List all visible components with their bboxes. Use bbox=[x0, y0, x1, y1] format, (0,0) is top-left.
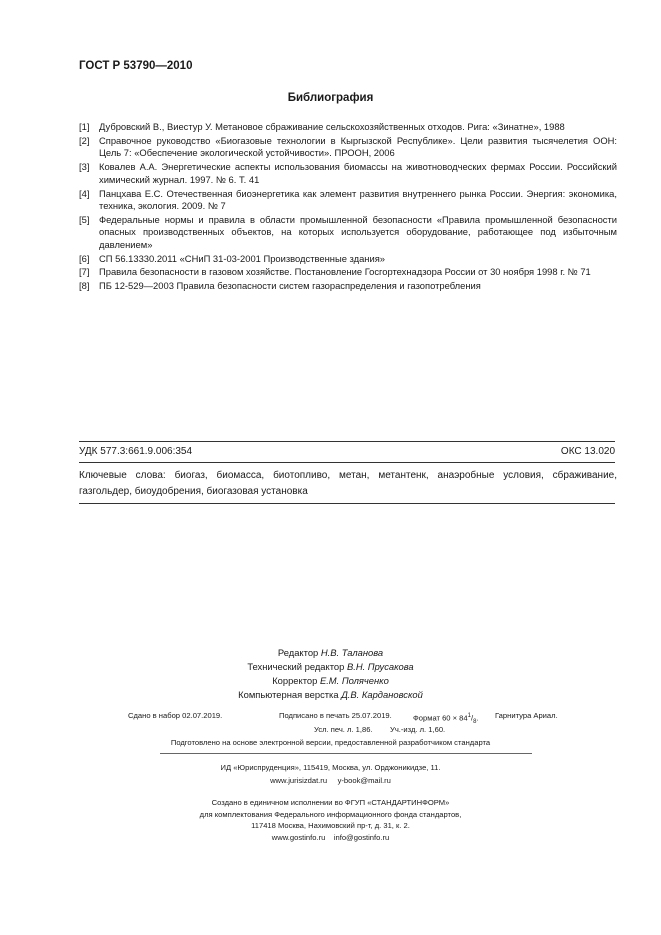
bibliography-item bbox=[79, 214, 617, 251]
keywords-divider bbox=[79, 503, 615, 504]
staff-name: В.Н. Прусакова bbox=[346, 661, 414, 672]
reference-text: Ковалев А.А. Энергетические аспекты использования биомассы на животноводческих фермах России. Российский химический журнал. 1997. № 6. Т. 41 bbox=[99, 161, 617, 185]
staff-role: Редактор bbox=[277, 647, 319, 658]
bibliography-list bbox=[79, 121, 617, 294]
layout-line bbox=[0, 688, 661, 702]
reference-number: [2] bbox=[79, 134, 90, 146]
prepared-note: Подготовлено на основе электронной версии, предоставленной разработчиком стандарта bbox=[170, 738, 491, 747]
publisher-site[interactable]: www.jurisizdat.ru bbox=[270, 775, 328, 785]
udc-code: УДК 577.3:661.9.006:354 bbox=[79, 446, 193, 457]
oks-code: ОКС 13.020 bbox=[560, 446, 615, 457]
standartinform-site[interactable]: www.gostinfo.ru bbox=[271, 832, 326, 842]
document-header: ГОСТ Р 53790—2010 bbox=[79, 60, 193, 72]
created-line: Создано в единичном исполнении во ФГУП «СТАНДАРТИНФОРМ» bbox=[211, 798, 450, 807]
reference-number: [3] bbox=[79, 161, 90, 173]
reference-number: [1] bbox=[79, 121, 90, 132]
paper-format: Формат $60 \times 84^1/_8$. bbox=[413, 713, 479, 726]
bibliography-item bbox=[79, 161, 617, 186]
format-denominator: 8 bbox=[473, 719, 477, 726]
bibliography-title: Библиография bbox=[287, 92, 374, 104]
created-address: 117418 Москва, Нахимовский пр-т, д. 31, к. 2. bbox=[251, 821, 410, 830]
bibliography-item bbox=[79, 280, 617, 292]
reference-text: Справочное руководство «Биогазовые технологии в Кыргызской Республике». Цели развития тысячелетия ООН: Цель 7: «Обеспечение экологической устойчивости». ПРООН, 2006 bbox=[99, 134, 617, 159]
bibliography-item bbox=[79, 121, 617, 133]
reference-text: Дубровский В., Виестур У. Метановое сбраживание сельскохозяйственных отходов. Рига: «Зинатне», 1988 bbox=[99, 121, 565, 132]
staff-name: Д.В. Кардановской bbox=[341, 689, 423, 700]
staff-role: Компьютерная верстка bbox=[238, 689, 339, 700]
staff-role: Корректор bbox=[272, 675, 318, 686]
reference-text: СП 56.13330.2011 «СНиП 31-03-2001 Производственные здания» bbox=[99, 252, 385, 264]
typeface: Гарнитура Ариал. bbox=[495, 711, 558, 720]
publisher-contacts bbox=[0, 775, 661, 788]
editorial-staff bbox=[0, 646, 661, 702]
reference-number: [4] bbox=[79, 187, 90, 199]
sent-to-print: Сдано в набор 02.07.2019. bbox=[128, 711, 223, 720]
keywords: Ключевые слова: биогаз, биомасса, биотопливо, метан, метантенк, анаэробные условия, сбраживание, газгольдер, биоудобрения, биогазовая установка bbox=[79, 470, 617, 497]
created-contacts bbox=[0, 832, 661, 844]
publisher-sheets: Уч.-изд. л. 1,60. bbox=[390, 725, 446, 734]
corrector-line bbox=[0, 674, 661, 688]
format-numerator: 1 bbox=[467, 713, 471, 719]
printing-info bbox=[0, 709, 661, 737]
editor-line bbox=[0, 646, 661, 660]
tech-editor-line bbox=[0, 660, 661, 674]
top-divider bbox=[79, 441, 615, 442]
reference-text: Федеральные нормы и правила в области промышленной безопасности «Правила промышленной безопасности опасных производственных объектов, на которых используется оборудование, работающее под избыточным давлением» bbox=[99, 213, 617, 250]
publisher-info bbox=[0, 762, 661, 787]
reference-number: [6] bbox=[79, 252, 90, 264]
reference-text: ПБ 12-529—2003 Правила безопасности систем газораспределения и газопотребления bbox=[99, 280, 481, 292]
reference-text: Панцхава Е.С. Отечественная биоэнергетика как элемент развития внутреннего рынка России. Энергия: экономика, техника, экология. 2009. № 7 bbox=[99, 187, 617, 211]
signed-to-print: Подписано в печать 25.07.2019. bbox=[279, 711, 392, 720]
standartinform-email[interactable]: info@gostinfo.ru bbox=[333, 832, 390, 842]
bibliography-item bbox=[79, 188, 617, 213]
publisher-address: ИД «Юриспруденция», 115419, Москва, ул. Орджоникидзе, 11. bbox=[220, 763, 441, 772]
staff-role: Технический редактор bbox=[247, 661, 345, 672]
reference-number: [5] bbox=[79, 213, 90, 225]
created-line: для комплектования Федерального информационного фонда стандартов, bbox=[199, 809, 462, 819]
staff-name: Е.М. Поляченко bbox=[319, 675, 389, 686]
reference-number: [7] bbox=[79, 266, 90, 278]
publisher-email[interactable]: y-book@mail.ru bbox=[337, 775, 391, 785]
bibliography-item bbox=[79, 135, 617, 160]
bibliography-item bbox=[79, 253, 617, 265]
staff-name: Н.В. Таланова bbox=[320, 647, 384, 658]
reference-text: Правила безопасности в газовом хозяйстве. Постановление Госгортехнадзора России от 30 ноября 1998 г. № 71 bbox=[99, 266, 591, 278]
format-prefix: Формат 60 × 84 bbox=[413, 713, 468, 723]
reference-number: [8] bbox=[79, 280, 90, 292]
bibliography-item bbox=[79, 266, 617, 278]
format-suffix: . bbox=[476, 713, 479, 723]
print-sheets: Усл. печ. л. 1,86. bbox=[314, 725, 373, 734]
standartinform-info bbox=[0, 797, 661, 843]
classification-divider bbox=[79, 462, 615, 463]
print-divider bbox=[160, 753, 532, 754]
